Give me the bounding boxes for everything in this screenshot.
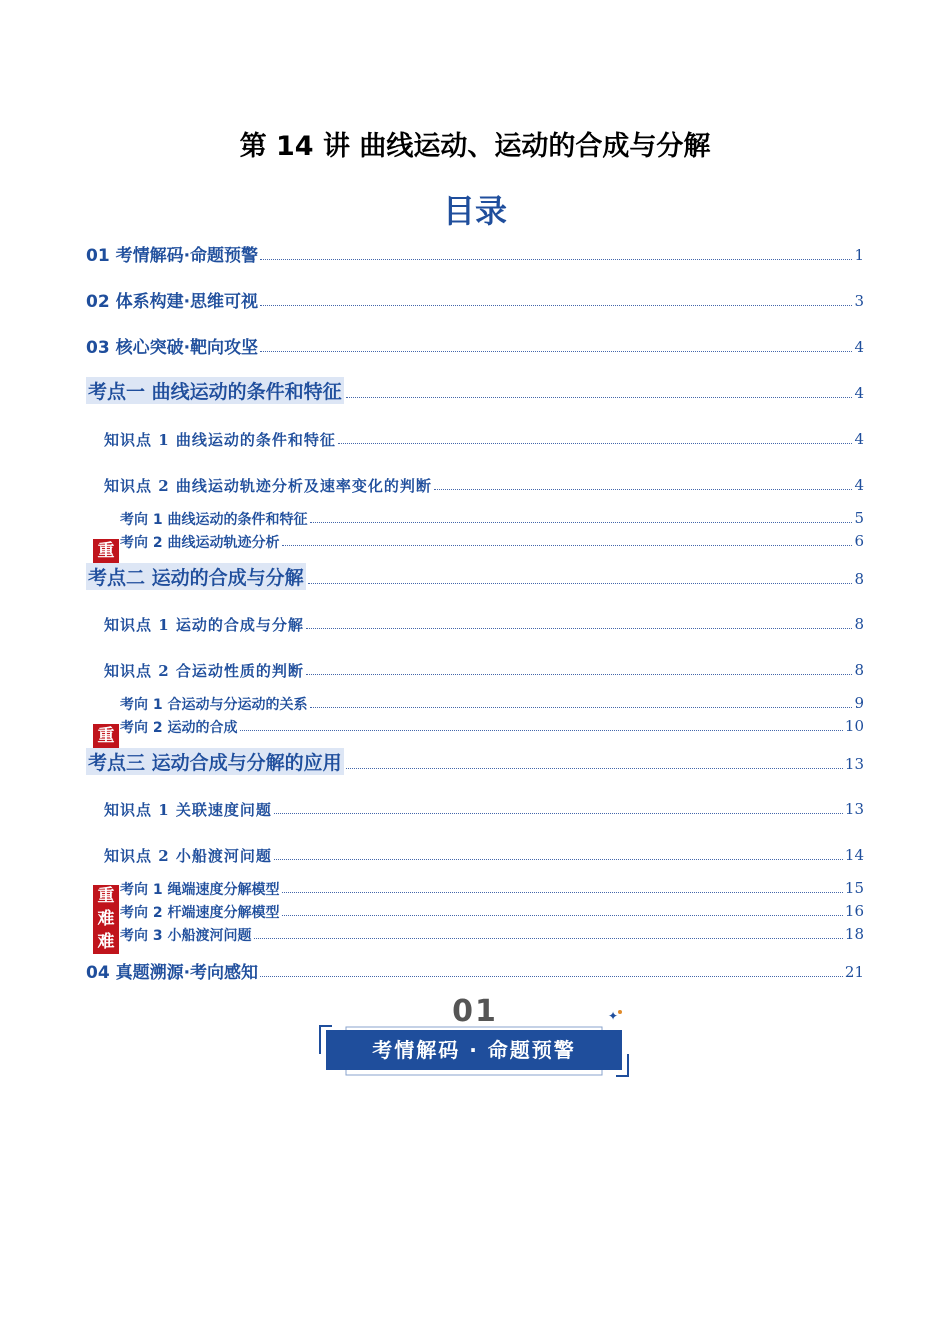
toc-entry[interactable] <box>120 692 864 714</box>
toc-leader <box>282 544 853 546</box>
toc-entry-label: 考点二 运动的合成与分解 <box>86 563 306 590</box>
toc-entry[interactable] <box>120 507 864 529</box>
toc-entry-label: 知识点 2 曲线运动轨迹分析及速率变化的判断 <box>104 477 432 495</box>
toc-entry[interactable] <box>86 376 864 404</box>
toc-entry-label: 考点一 曲线运动的条件和特征 <box>86 377 344 404</box>
toc-entry[interactable] <box>104 792 864 820</box>
toc-leader <box>282 914 843 916</box>
toc-entry[interactable] <box>104 653 864 681</box>
section-title: 考情解码 · 命题预警 <box>326 1030 622 1070</box>
toc-entry[interactable] <box>86 284 864 312</box>
toc-entry[interactable] <box>120 530 864 552</box>
section-number: 01 <box>452 994 498 1029</box>
toc-entry[interactable] <box>120 900 864 922</box>
toc-entry-label: 知识点 1 曲线运动的条件和特征 <box>104 431 336 449</box>
toc-entry-label: 01 考情解码·命题预警 <box>86 246 259 266</box>
toc-leader <box>240 729 843 731</box>
document-title: 第 14 讲 曲线运动、运动的合成与分解 <box>239 131 711 162</box>
toc-entry-label: 04 真题溯源·考向感知 <box>86 963 259 983</box>
toc-leader <box>260 258 852 260</box>
toc-leader <box>346 396 853 398</box>
toc-leader <box>274 858 843 860</box>
toc-entry-label: 02 体系构建·思维可视 <box>86 292 259 312</box>
badge-char: 难 <box>97 932 115 952</box>
toc-leader <box>282 891 843 893</box>
key-point-badge <box>93 885 119 954</box>
toc-entry-label: 考向 1 合运动与分运动的关系 <box>120 697 308 713</box>
toc-entry-label: 考点三 运动合成与分解的应用 <box>86 748 344 775</box>
toc-page-number: 15 <box>844 879 864 897</box>
toc-entry[interactable] <box>104 468 864 496</box>
toc-page-number: 10 <box>844 717 864 735</box>
toc-page-number: 3 <box>854 292 864 310</box>
toc-page-number: 6 <box>854 532 864 550</box>
toc-heading: 目录 <box>442 192 507 230</box>
toc-entry-label: 考向 3 小船渡河问题 <box>120 928 252 944</box>
toc-entry[interactable] <box>120 715 864 737</box>
toc-entry[interactable] <box>104 838 864 866</box>
toc-entry[interactable] <box>104 422 864 450</box>
toc-page-number: 8 <box>854 661 864 679</box>
toc-entry[interactable] <box>86 562 864 590</box>
toc-page-number: 18 <box>844 925 864 943</box>
toc-leader <box>310 706 853 708</box>
section-banner <box>318 994 632 1080</box>
key-point-badge: 重 <box>93 539 119 563</box>
toc-page-number: 8 <box>854 570 864 588</box>
toc-page-number: 4 <box>854 476 864 494</box>
toc-entry-label: 知识点 1 运动的合成与分解 <box>104 616 304 634</box>
toc-page-number: 8 <box>854 615 864 633</box>
toc-entry-label: 知识点 2 合运动性质的判断 <box>104 662 304 680</box>
toc-leader <box>306 627 853 629</box>
toc-page-number: 9 <box>854 694 864 712</box>
toc-entry-label: 考向 1 曲线运动的条件和特征 <box>120 512 308 528</box>
toc-leader <box>346 767 843 769</box>
toc-leader <box>274 812 843 814</box>
toc-entry-label: 知识点 1 关联速度问题 <box>104 801 272 819</box>
toc-leader <box>310 521 853 523</box>
toc-leader <box>260 975 843 977</box>
toc-page-number: 13 <box>844 800 864 818</box>
toc-page-number: 5 <box>854 509 864 527</box>
badge-char: 难 <box>97 909 115 929</box>
toc-page-number: 21 <box>844 963 864 981</box>
key-point-badge: 重 <box>93 724 119 748</box>
toc-entry[interactable] <box>120 877 864 899</box>
toc-page-number: 1 <box>854 246 864 264</box>
toc-entry-label: 考向 2 曲线运动轨迹分析 <box>120 535 280 551</box>
toc-leader <box>338 442 853 444</box>
toc-entry-label: 知识点 2 小船渡河问题 <box>104 847 272 865</box>
toc-entry[interactable] <box>120 923 864 945</box>
svg-text:✦: ✦ <box>608 1009 619 1023</box>
toc-page-number: 14 <box>844 846 864 864</box>
toc-entry[interactable] <box>86 747 864 775</box>
toc-entry[interactable] <box>86 955 864 983</box>
toc-leader <box>308 582 853 584</box>
toc-leader <box>260 304 852 306</box>
toc-page-number: 4 <box>854 384 864 402</box>
toc-leader <box>306 673 853 675</box>
toc-entry-label: 03 核心突破·靶向攻坚 <box>86 338 259 358</box>
toc-page-number: 16 <box>844 902 864 920</box>
toc-entry[interactable] <box>86 238 864 266</box>
toc-page-number: 13 <box>844 755 864 773</box>
toc-page-number: 4 <box>854 338 864 356</box>
toc-leader <box>254 937 843 939</box>
toc-entry-label: 考向 2 杆端速度分解模型 <box>120 905 280 921</box>
badge-char: 重 <box>97 886 115 906</box>
toc-page-number: 4 <box>854 430 864 448</box>
toc-entry-label: 考向 2 运动的合成 <box>120 720 238 736</box>
toc-entry[interactable] <box>86 330 864 358</box>
toc-leader <box>260 350 852 352</box>
toc-entry[interactable] <box>104 607 864 635</box>
toc-entry-label: 考向 1 绳端速度分解模型 <box>120 882 280 898</box>
toc-leader <box>434 488 853 490</box>
